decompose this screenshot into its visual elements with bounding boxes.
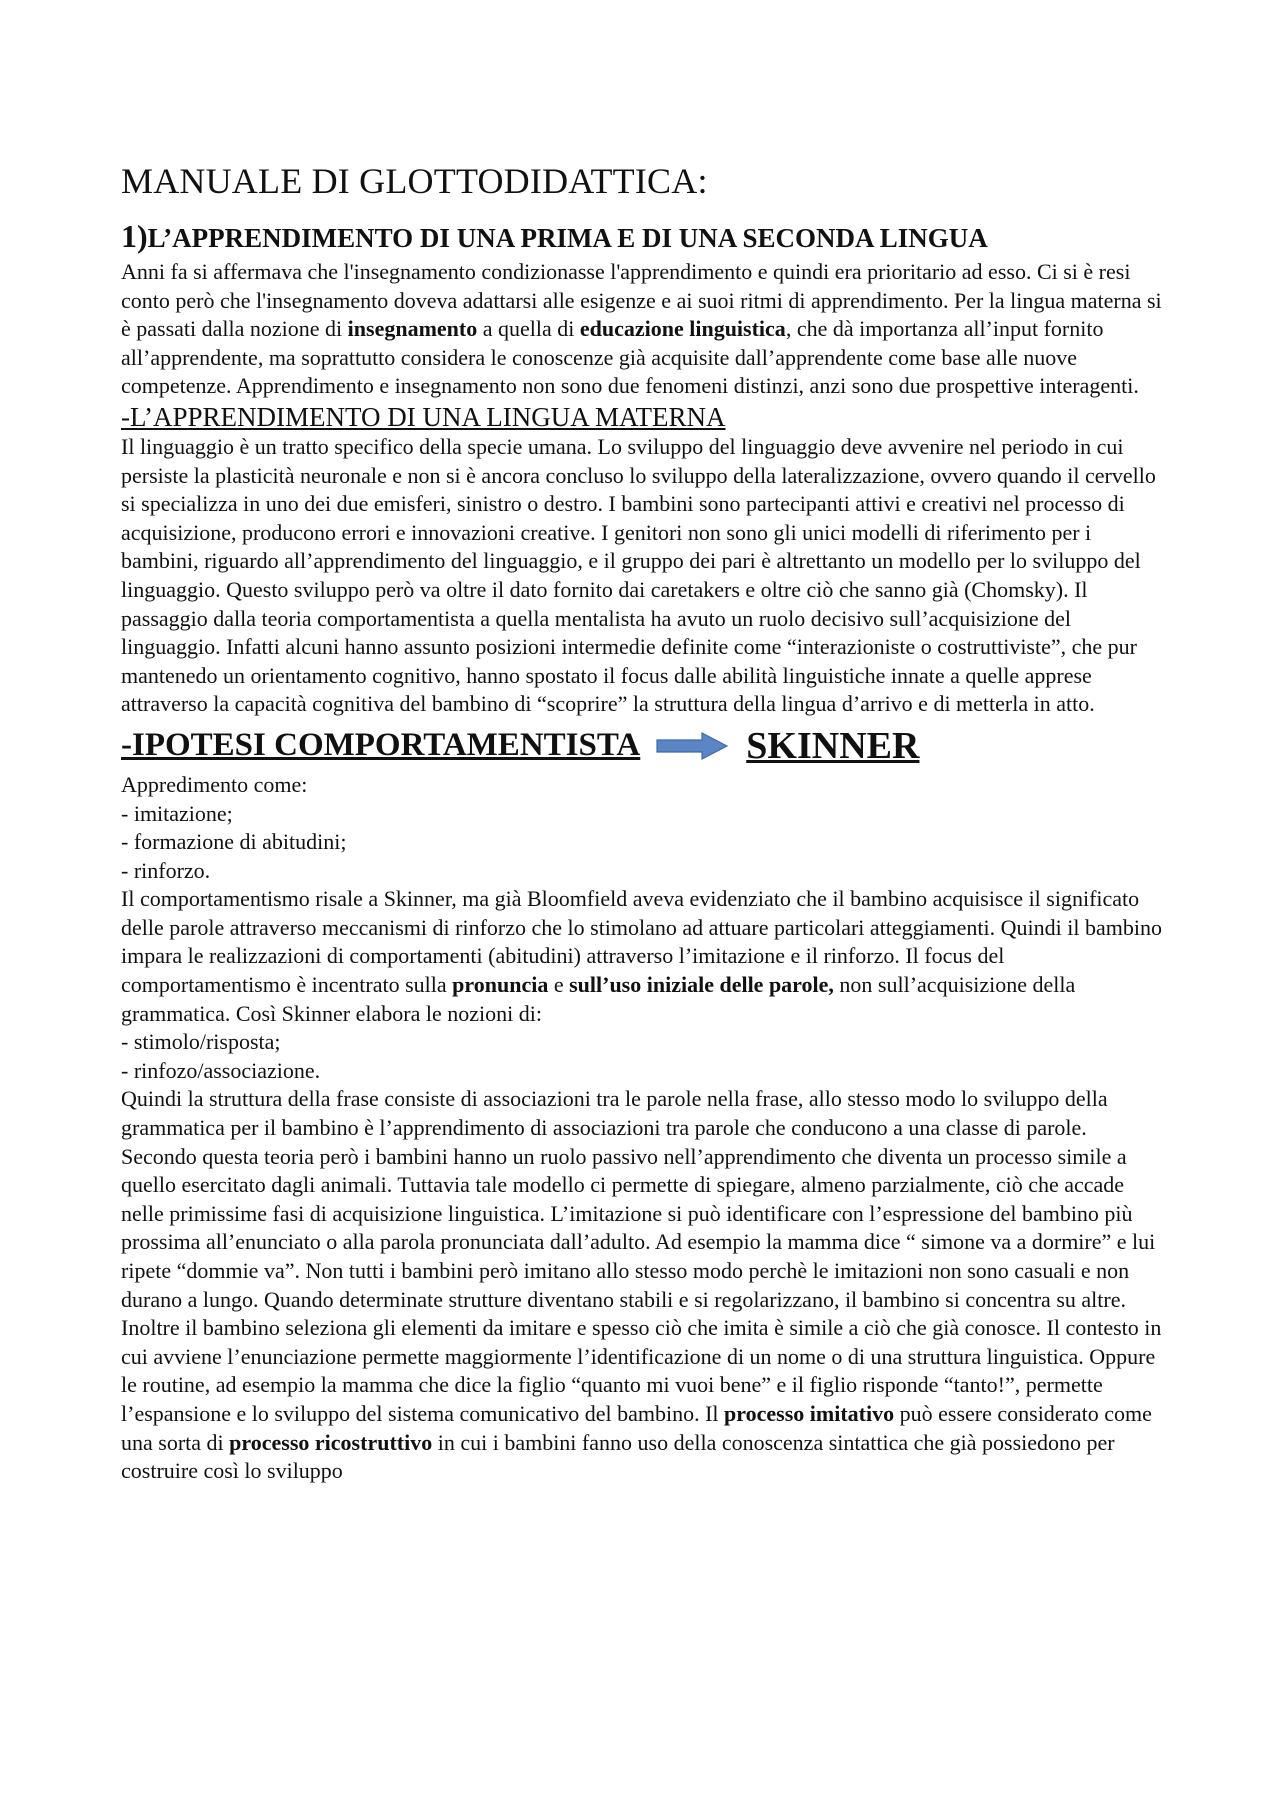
paragraph-comportamentismo bbox=[121, 885, 1166, 1028]
paragraph-struttura-frase bbox=[121, 1085, 1166, 1485]
bold-term: processo imitativo bbox=[724, 1400, 895, 1426]
text-run: non sull’acquisizione della grammatica. Così Skinner elabora le nozioni di: bbox=[121, 972, 1076, 1026]
list-intro: Appredimento come: bbox=[121, 771, 308, 797]
list-item: - imitazione; bbox=[121, 800, 233, 826]
text-run: a quella di bbox=[477, 316, 580, 342]
text-run: può essere considerato come una sorta di bbox=[121, 1400, 1152, 1455]
text-run: in cui i bambini fanno uso della conoscenza sintattica che già possiedono per costruire così lo sviluppo bbox=[121, 1429, 1115, 1484]
text-run: e bbox=[548, 972, 570, 998]
text-run: Quindi la struttura della frase consiste di associazioni tra le parole nella frase, allo stesso modo lo sviluppo della grammatica per il bambino è l’apprendimento di associazioni tra parole che conducono a una classe di parole. Secondo questa teoria però i bambini hanno un ruolo passivo nell’apprendimento che diventa un processo simile a quello esercitato dagli animali. Tuttavia tale modello ci permette di spiegare, almeno parzialmente, ciò che accade nelle primissime fasi di acquisizione linguistica. L’imitazione si può identificare con l’espressione del bambino più prossima all’enunciato o alla parola pronunciata dall’adulto. Ad esempio la mamma dice “ simone va a dormire” e lui ripete “dommie va”. Non tutti i bambini però imitano allo stesso modo perchè le imitazioni non sono casuali e non durano a lungo. Quando determinate strutture diventano stabili e si regolarizzano, il bambino si concentra su altre. Inoltre il bambino seleziona gli elementi da imitare e spesso ciò che imita è simile a ciò che già conosce. Il contesto in cui avviene l’enunciazione permette maggiormente l’identificazione di un nome o di una struttura linguistica. Oppure le routine, ad esempio la mamma che dice la figlio “quanto mi vuoi bene” e il figlio risponde “tanto!”, permette l’espansione e lo sviluppo del sistema comunicativo del bambino. Il bbox=[121, 1086, 1162, 1426]
document-title: MANUALE DI GLOTTODIDATTICA: bbox=[121, 161, 708, 201]
paragraph-intro bbox=[121, 258, 1166, 401]
hypothesis-heading-row bbox=[121, 721, 1166, 771]
bold-term: pronuncia bbox=[452, 972, 549, 998]
list-item: - rinforzo. bbox=[121, 857, 211, 883]
right-arrow-icon bbox=[656, 732, 728, 760]
bold-term: educazione linguistica bbox=[579, 316, 786, 342]
list-item: - stimolo/risposta; bbox=[121, 1029, 281, 1055]
section-number: 1) bbox=[121, 218, 148, 254]
subsection-heading: -L’APPRENDIMENTO DI UNA LINGUA MATERNA bbox=[121, 401, 726, 432]
text-run: , che dà importanza all’input fornito all’apprendente, ma soprattutto considera le conoscenze già acquisite dall’apprendente come base alle nuove competenze. Apprendimento e insegnamento non sono due fenomeni distinzi, anzi sono due prospettive interagenti. bbox=[121, 316, 1139, 399]
hypothesis-heading: -IPOTESI COMPORTAMENTISTA bbox=[121, 727, 641, 764]
bold-term: insegnamento bbox=[347, 316, 478, 342]
section-heading-1 bbox=[121, 216, 1166, 258]
bold-term: sull’uso iniziale delle parole, bbox=[569, 972, 834, 998]
bold-term: processo ricostruttivo bbox=[229, 1429, 433, 1455]
list-item: - formazione di abitudini; bbox=[121, 829, 347, 855]
paragraph-lingua-materna: Il linguaggio è un tratto specifico della specie umana. Lo sviluppo del linguaggio deve avvenire nel periodo in cui persiste la plasticità neuronale e non si è ancora concluso lo sviluppo della lateralizzazione, ovvero quando il cervello si specializza in uno dei due emisferi, sinistro o destro. I bambini sono partecipanti attivi e creativi nel processo di acquisizione, producono errori e innovazioni creative. I genitori non sono gli unici modelli di riferimento per i bambini, riguardo all’apprendimento del linguaggio, e il gruppo dei pari è altrettanto un modello per lo sviluppo del linguaggio. Questo sviluppo però va oltre il dato fornito dai caretakers e oltre ciò che sanno già (Chomsky). Il passaggio dalla teoria comportamentista a quella mentalista ha avuto un ruolo decisivo sull’acquisizione del linguaggio. Infatti alcuni hanno assunto posizioni intermedie definite come “interazioniste o costruttiviste”, che pur mantenedo un orientamento cognitivo, hanno spostato il focus dalle abilità linguistiche innate a quelle apprese attraverso la capacità cognitiva del bambino di “scoprire” la struttura della lingua d’arrivo e di metterla in atto. bbox=[121, 433, 1156, 717]
text-run: Anni fa si affermava che l'insegnamento condizionasse l'apprendimento e quindi era prioritario ad esso. Ci si è resi conto però che l'insegnamento doveva adattarsi alle esigenze e ai suoi ritmi di apprendimento. Per la lingua materna si è passati dalla nozione di bbox=[121, 259, 1162, 342]
document-body bbox=[121, 150, 1166, 1486]
section-title: L’APPRENDIMENTO DI UNA PRIMA E DI UNA SECONDA LINGUA bbox=[147, 223, 988, 253]
text-run: Il comportamentismo risale a Skinner, ma già Bloomfield aveva evidenziato che il bambino acquisisce il significato delle parole attraverso meccanismi di rinforzo che lo stimolano ad attuare particolari atteggiamenti. Quindi il bambino impara le realizzazioni di comportamenti (abitudini) attraverso l’imitazione e il rinforzo. Il focus del comportamentismo è incentrato sulla bbox=[121, 886, 1162, 998]
hypothesis-author: SKINNER bbox=[746, 724, 920, 767]
list-item: - rinfozo/associazione. bbox=[121, 1057, 321, 1083]
